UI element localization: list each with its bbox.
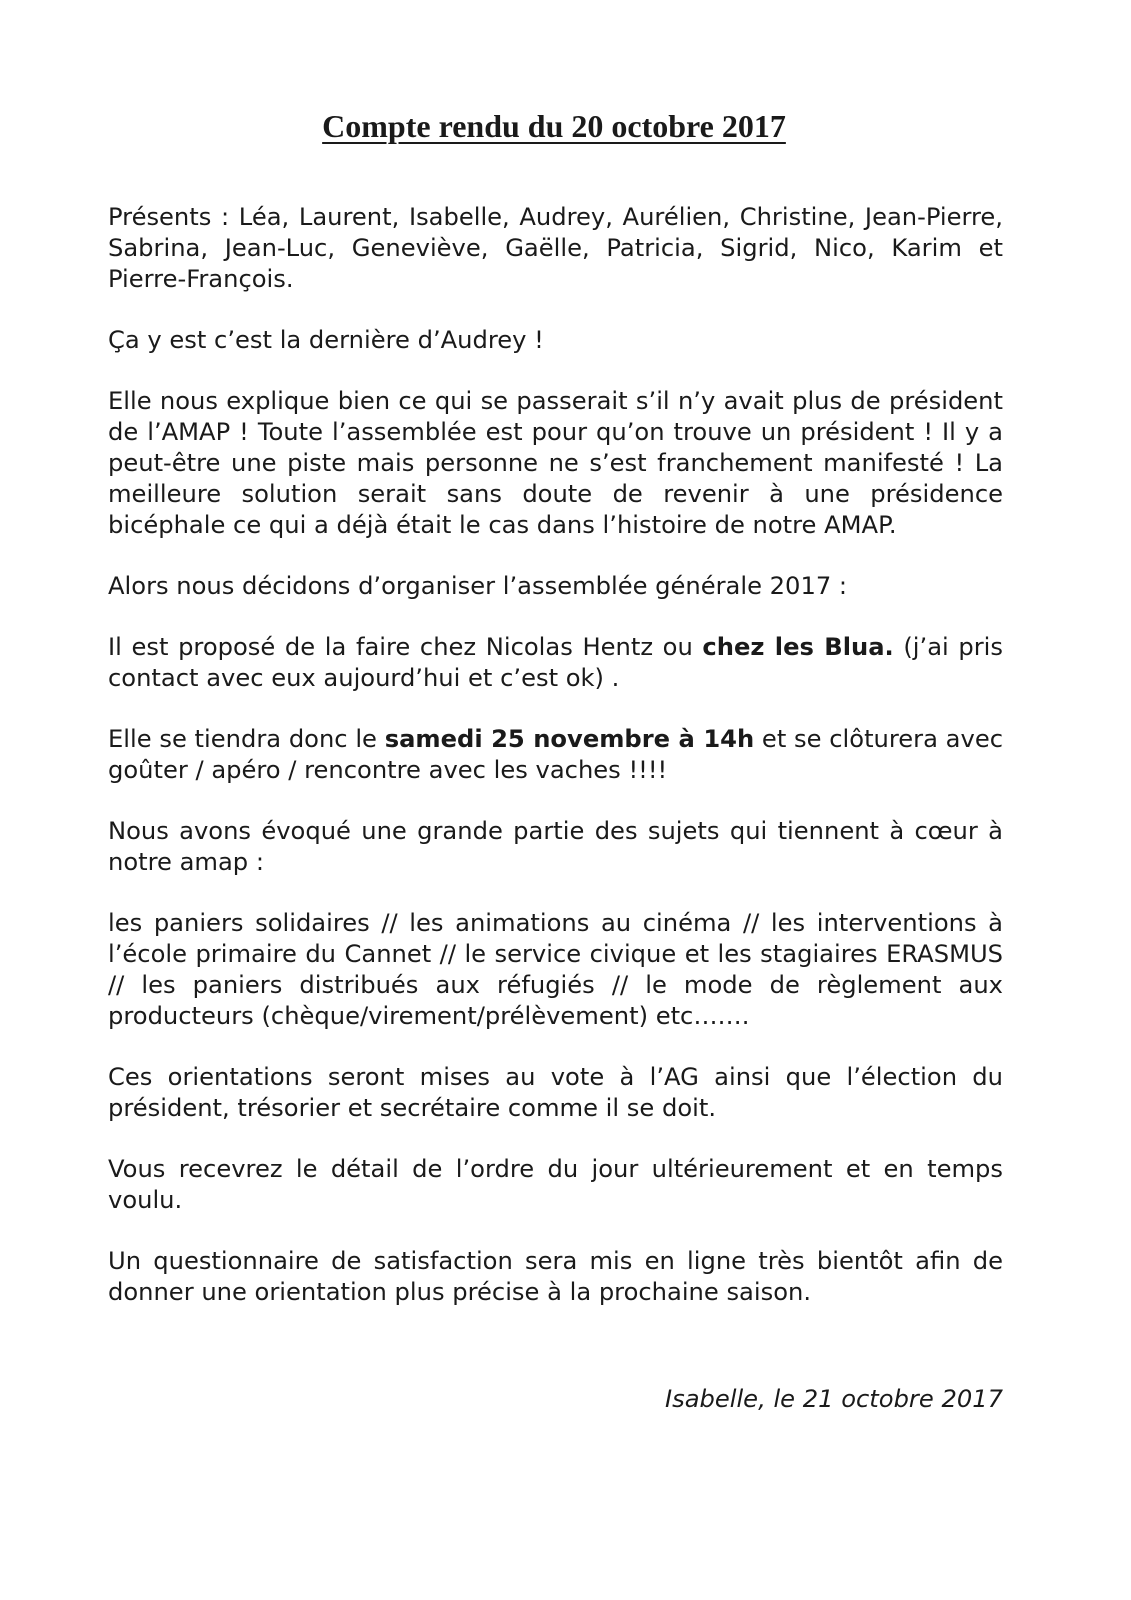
venue-paragraph — [108, 632, 1003, 694]
vote-paragraph: Ces orientations seront mises au vote à l’AG ainsi que l’élection du président, trésorier et secrétaire comme il se doit. — [108, 1063, 1003, 1122]
document-title: Compte rendu du 20 octobre 2017 — [322, 108, 786, 144]
attendees-paragraph: Présents : Léa, Laurent, Isabelle, Audrey, Aurélien, Christine, Jean-Pierre, Sabrina, Jean-Luc, Geneviève, Gaëlle, Patricia, Sigrid, Nico, Karim et Pierre-François. — [108, 203, 1003, 293]
signature-line: Isabelle, le 21 octobre 2017 — [664, 1385, 1003, 1413]
topics-list-paragraph: les paniers solidaires // les animations au cinéma // les interventions à l’école primaire du Cannet // le service civique et les stagiaires ERASMUS // les paniers distribués aux réfugiés // le mode de règlement aux producteurs (chèque/virement/prélèvement) etc……. — [108, 909, 1003, 1030]
agenda-paragraph: Vous recevrez le détail de l’ordre du jour ultérieurement et en temps voulu. — [108, 1155, 1003, 1214]
general-assembly-paragraph: Alors nous décidons d’organiser l’assemblée générale 2017 : — [108, 572, 848, 600]
survey-paragraph: Un questionnaire de satisfaction sera mis en ligne très bientôt afin de donner une orientation plus précise à la prochaine saison. — [108, 1247, 1003, 1306]
date-paragraph — [108, 724, 1003, 786]
president-paragraph: Elle nous explique bien ce qui se passerait s’il n’y avait plus de président de l’AMAP ! Toute l’assemblée est pour qu’on trouve un président ! Il y a peut-être une piste mais personne ne s’est franchement manifesté ! La meilleure solution serait sans doute de revenir à une présidence bicéphale ce qui a déjà était le cas dans l’histoire de notre AMAP. — [108, 387, 1003, 539]
last-meeting-paragraph: Ça y est c’est la dernière d’Audrey ! — [108, 326, 544, 354]
document-body — [108, 202, 1003, 1338]
venue-text-start: Il est proposé de la faire chez Nicolas Hentz ou — [108, 633, 703, 661]
date-text-end: et se clôturera avec goûter / apéro / rencontre avec les vaches !!!! — [108, 725, 1003, 784]
venue-highlight: chez les Blua. — [702, 633, 894, 661]
date-text-start: Elle se tiendra donc le — [108, 725, 385, 753]
venue-text-end: (j’ai pris contact avec eux aujourd’hui et c’est ok) . — [108, 633, 1003, 692]
topics-intro-paragraph: Nous avons évoqué une grande partie des sujets qui tiennent à cœur à notre amap : — [108, 817, 1003, 876]
date-highlight: samedi 25 novembre à 14h — [384, 725, 755, 753]
